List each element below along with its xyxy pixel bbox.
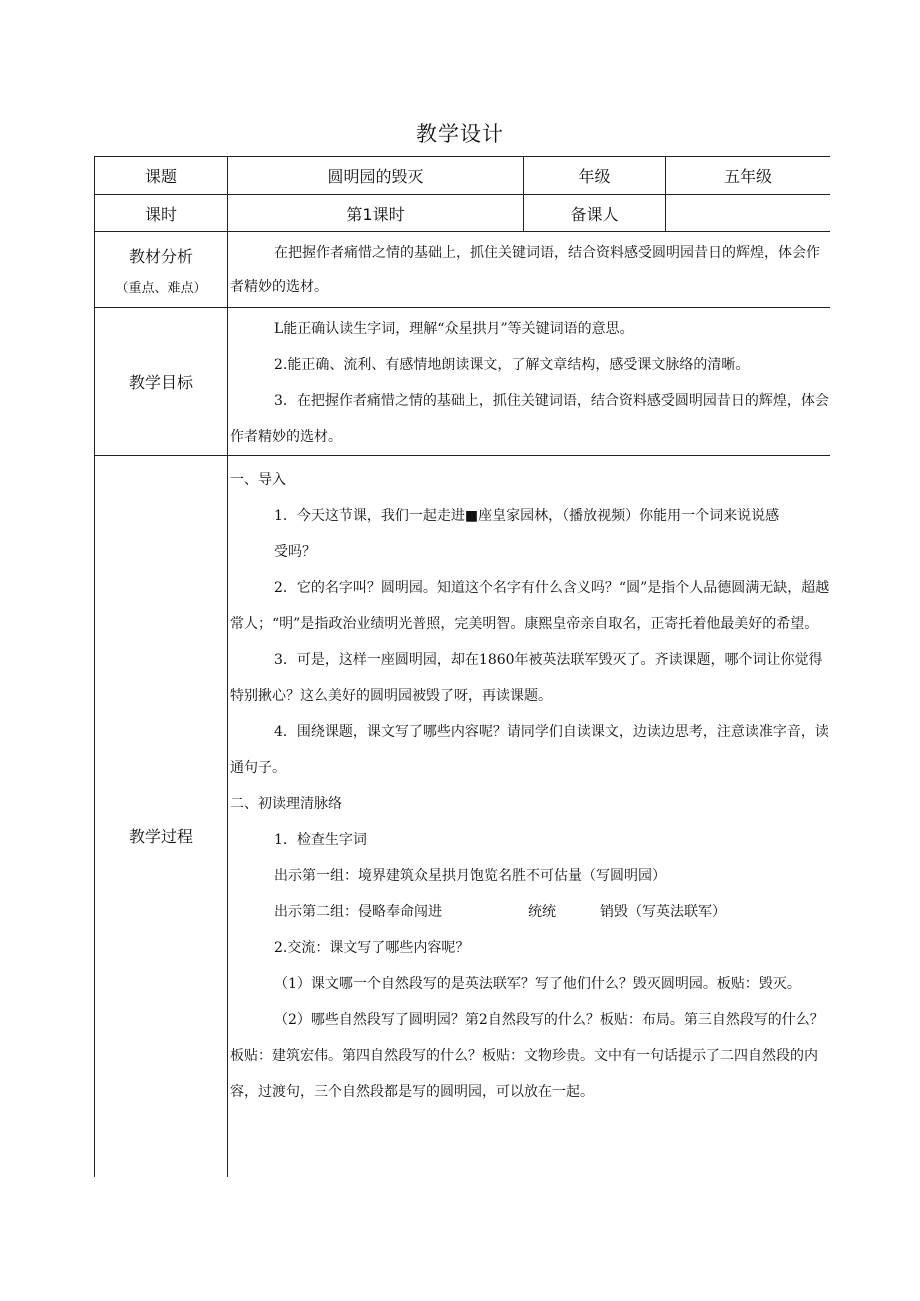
analysis-label: 教材分析 <box>128 246 193 266</box>
analysis-text-cell <box>228 232 831 308</box>
goals-text-cell <box>228 308 831 456</box>
process-paragraph: 出示第一组：境界建筑众星拱月饱览名胜不可估量（写圆明园） <box>274 868 666 884</box>
section-heading: 二、初读理清脉络 <box>230 796 342 812</box>
process-paragraph: （2）哪些自然段写了圆明园？第2自然段写的什么？板贴：布局。第三自然段写的什么？板贴：建筑宏伟。第四自然段写的什么？板贴：文物珍贵。文中有一句话提示了二四自然段的内容，过渡句，三个自然段都是写的圆明园，可以放在一起。 <box>230 1012 824 1100</box>
row-analysis <box>95 232 831 308</box>
process-paragraph: 受吗？ <box>274 544 316 560</box>
period-label: 课时 <box>95 195 228 232</box>
row-process <box>95 456 831 1178</box>
process-paragraph: 2．它的名字叫？圆明园。知道这个名字有什么含义吗？“圆”是指个人品德圆满无缺，超越常人；“明”是指政治业绩明光普照，完美明智。康熙皇帝亲自取名，正寄托着他最美好的希望。 <box>230 580 830 632</box>
process-paragraph: 1．今天这节课，我们一起走进■座皇家园林，（播放视频）你能用一个词来说说感 <box>274 508 780 524</box>
process-paragraph: 4．围绕课题，课文写了哪些内容呢？请同学们自读课文，边读边思考，注意读准字音，读通句子。 <box>230 724 829 776</box>
process-paragraph: 1．检查生字词 <box>274 832 367 848</box>
topic-value: 圆明园的毁灭 <box>228 157 524 195</box>
row-topic <box>95 157 831 195</box>
process-paragraph: 3．可是，这样一座圆明园，却在1860年被英法联军毁灭了。齐读课题，哪个词让你觉得特别揪心？这么美好的圆明园被毁了呀，再读课题。 <box>230 652 823 704</box>
topic-label: 课题 <box>95 157 228 195</box>
lesson-plan-table <box>94 156 830 1177</box>
process-paragraph: 2.交流：课文写了哪些内容呢？ <box>274 940 470 956</box>
process-label: 教学过程 <box>95 456 228 1178</box>
process-paragraph: （1）课文哪一个自然段写的是英法联军？写了他们什么？毁灭圆明园。板贴：毁灭。 <box>274 976 801 992</box>
word-group-2b: 统统 <box>528 904 556 920</box>
goal-item: L能正确认读生字词，理解“众星拱月”等关键词语的意思。 <box>274 321 634 337</box>
section-heading: 一、导入 <box>230 472 286 488</box>
word-group-2c: 销毁（写英法联军） <box>600 904 726 920</box>
goal-item: 3．在把握作者痛惜之情的基础上，抓住关键词语，结合资料感受圆明园昔日的辉煌，体会作者精妙的选材。 <box>230 393 829 445</box>
word-group-2a: 出示第二组：侵略奉命闯进 <box>274 904 442 920</box>
goals-label: 教学目标 <box>95 308 228 456</box>
process-paragraph <box>230 894 830 930</box>
analysis-label-cell <box>95 232 228 308</box>
period-value: 第1课时 <box>228 195 524 232</box>
process-text-cell <box>228 456 831 1178</box>
analysis-sublabel: （重点、难点） <box>115 280 207 296</box>
goal-item: 2.能正确、流利、有感情地朗读课文，了解文章结构，感受课文脉络的清晰。 <box>274 357 750 373</box>
row-period <box>95 195 831 232</box>
row-goals <box>95 308 831 456</box>
page-title: 教学设计 <box>416 122 504 146</box>
preparer-label: 备课人 <box>524 195 666 232</box>
analysis-text: 在把握作者痛惜之情的基础上，抓住关键词语，结合资料感受圆明园昔日的辉煌，体会作者精妙的选材。 <box>230 245 820 295</box>
preparer-value <box>666 195 831 232</box>
grade-value: 五年级 <box>666 157 831 195</box>
grade-label: 年级 <box>524 157 666 195</box>
